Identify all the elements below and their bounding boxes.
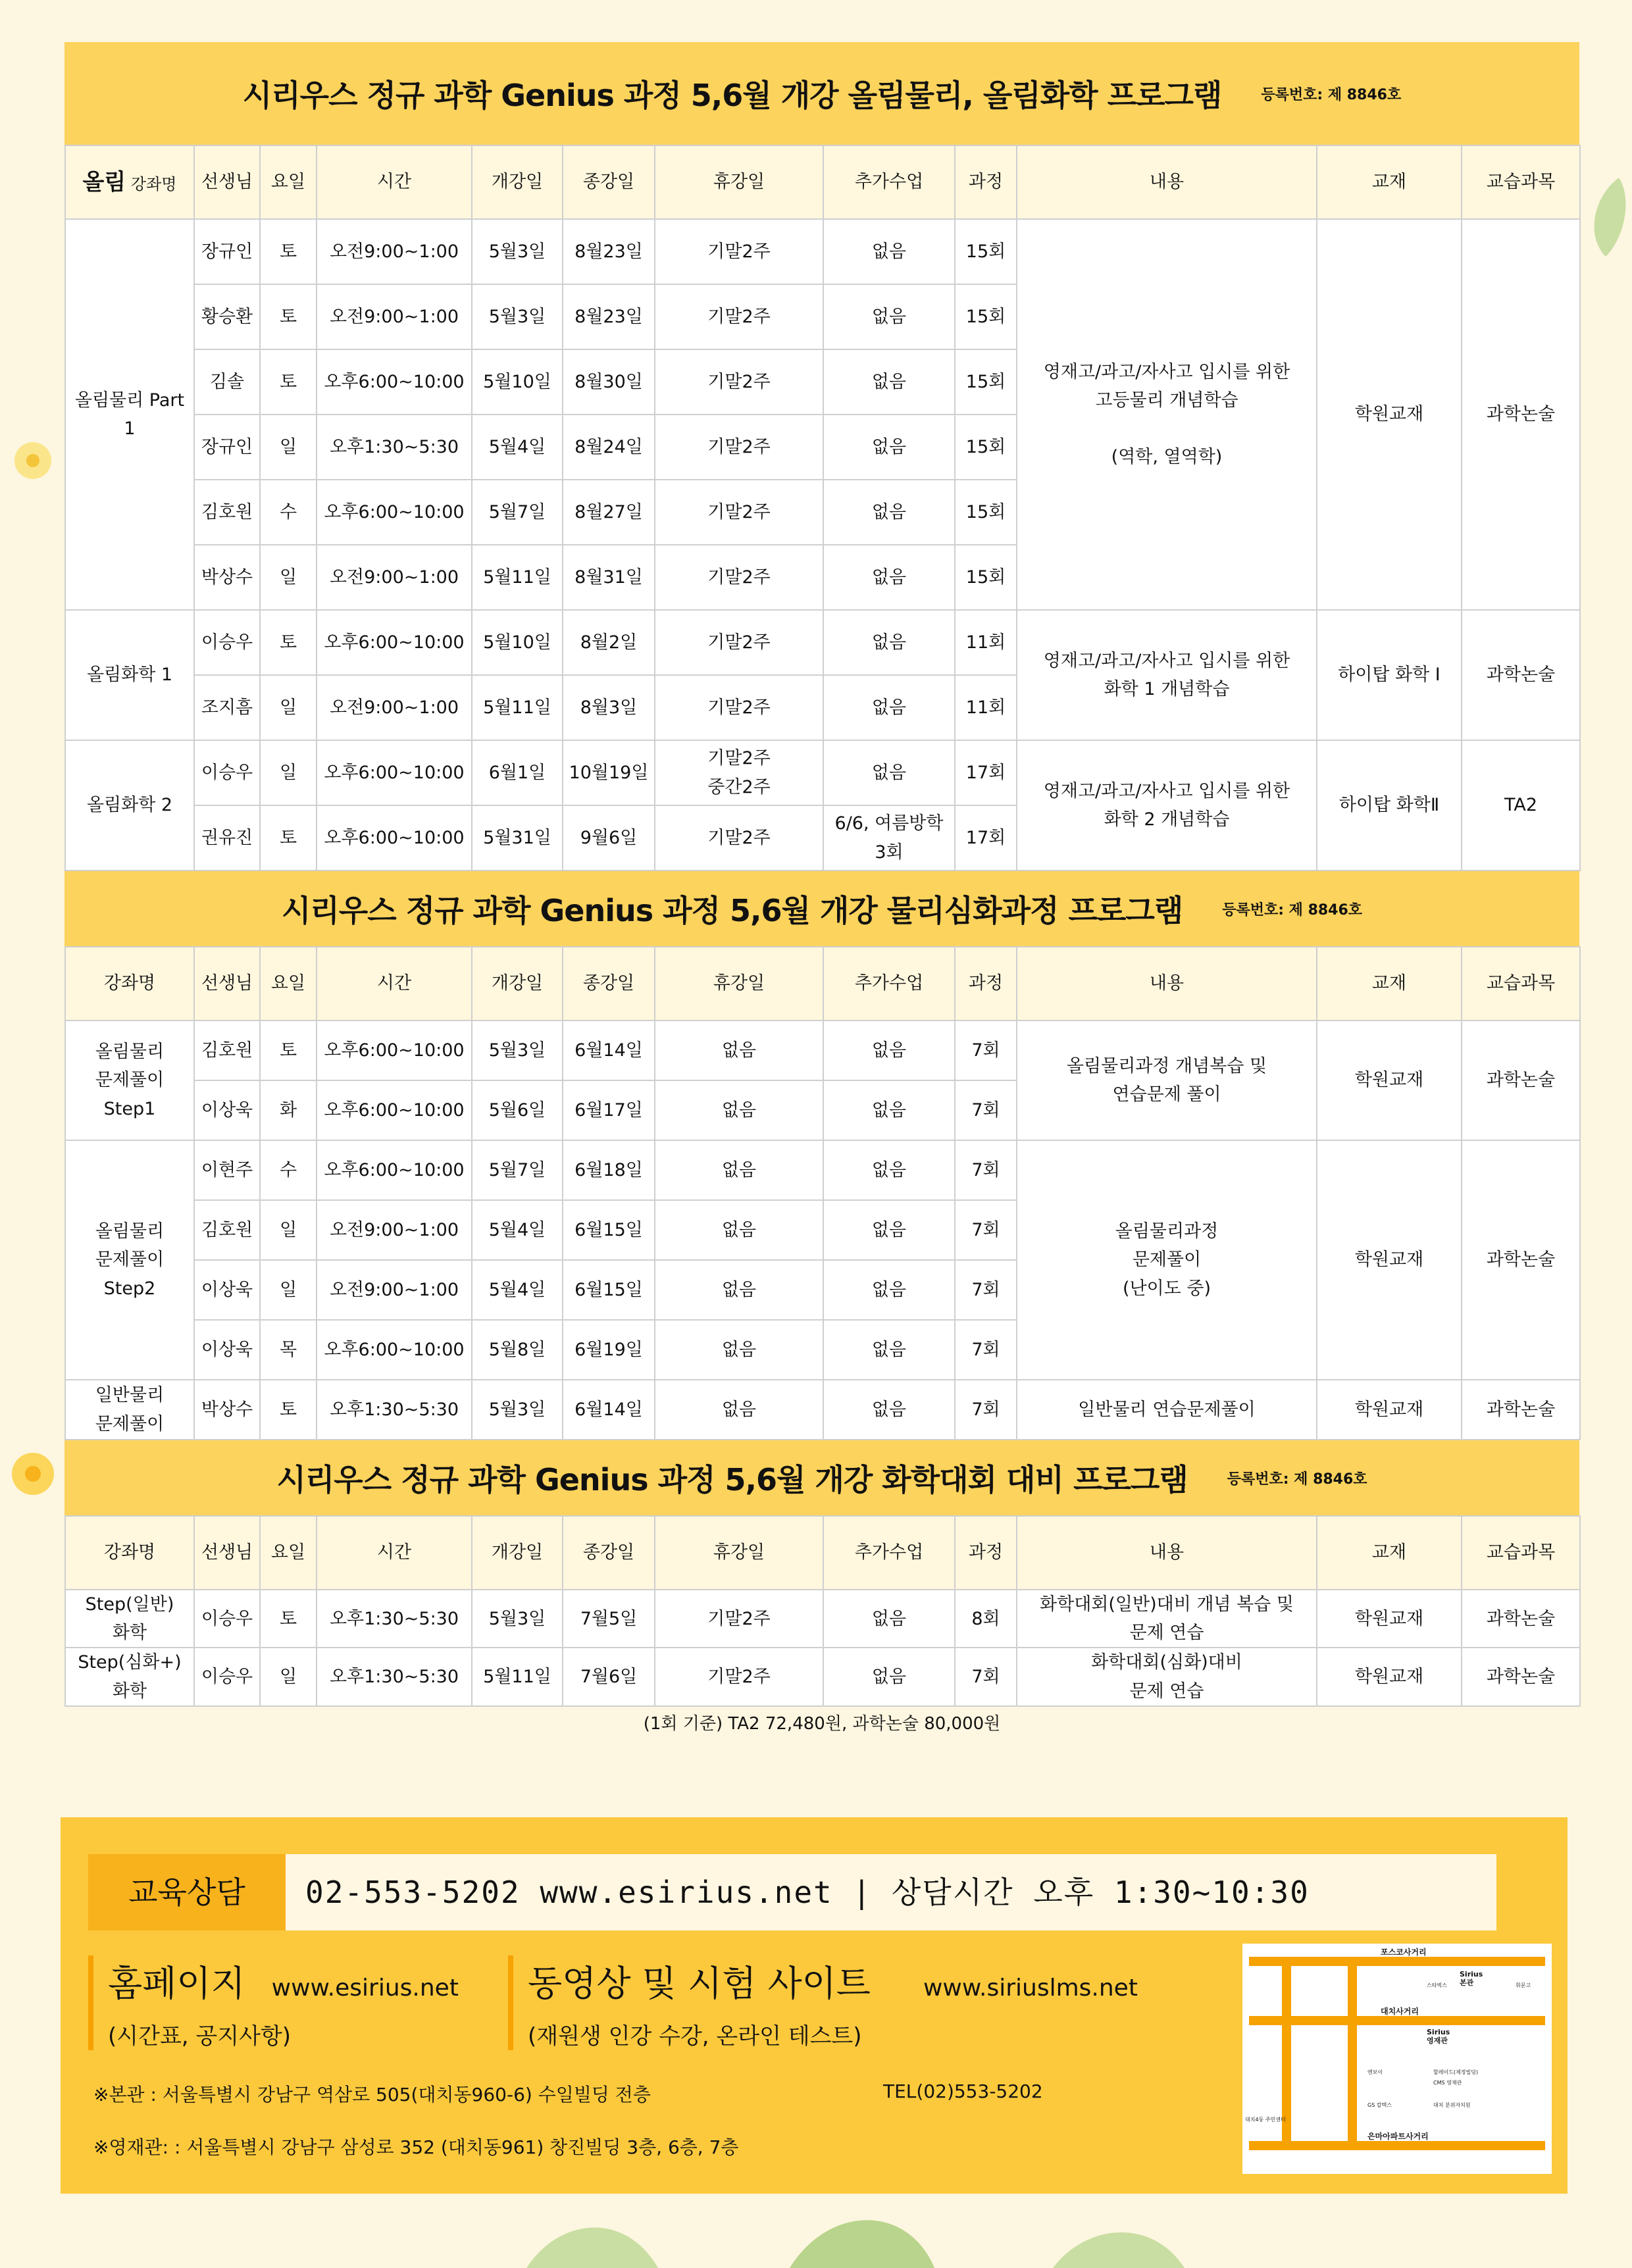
- table-cell: 화: [260, 1080, 317, 1140]
- table-cell: 조지흠: [194, 675, 260, 740]
- table-cell: 기말2주 중간2주: [655, 740, 823, 805]
- leaf-decoration-bottom: [461, 2191, 1250, 2268]
- table-cell: 권유진: [194, 805, 260, 870]
- table-cell: 7월6일: [563, 1648, 655, 1705]
- table-header-cell: 요일: [260, 1516, 317, 1590]
- table-cell: 없음: [655, 1080, 823, 1140]
- map-sub-label: GS 칼텍스: [1367, 2102, 1392, 2108]
- table-cell: 오후1:30~5:30: [317, 1590, 472, 1648]
- header-olim-label: 올림: [82, 168, 126, 195]
- table-cell: 박상수: [194, 545, 260, 610]
- table-cell: 5월4일: [472, 415, 563, 480]
- table-header-cell: 휴강일: [655, 947, 823, 1021]
- table-cell: 8월23일: [563, 284, 655, 349]
- table-cell: 5월3일: [472, 1590, 563, 1648]
- textbook-cell: 학원교재: [1317, 1380, 1462, 1440]
- section-title: 시리우스 정규 과학 Genius 과정 5,6월 개강 물리심화과정 프로그램: [281, 893, 1183, 928]
- map-label-posco: 포스코사거리: [1381, 1948, 1427, 1957]
- table-cell: 15회: [955, 349, 1017, 415]
- table-cell: 토: [260, 1590, 317, 1648]
- table-cell: 없음: [655, 1380, 823, 1440]
- table-cell: 6월14일: [563, 1021, 655, 1080]
- table-cell: 오후6:00~10:00: [317, 1080, 472, 1140]
- table-row: [65, 610, 1580, 675]
- map-sub-label: 엔보이: [1367, 2069, 1383, 2075]
- homepage-title: 홈페이지: [108, 1963, 245, 2004]
- table-header-cell: 과정: [955, 947, 1017, 1021]
- map-label-sirius-annex: Sirius 영재관: [1427, 2028, 1450, 2045]
- content-cell: 영재고/과고/자사고 입시를 위한 화학 1 개념학습: [1017, 610, 1317, 740]
- table-row: [65, 1140, 1580, 1200]
- table-cell: 8월2일: [563, 610, 655, 675]
- table-cell: 기말2주: [655, 349, 823, 415]
- table-header-cell: 교재: [1317, 145, 1462, 219]
- table-cell: 김호원: [194, 1021, 260, 1080]
- table-cell: 없음: [823, 1260, 955, 1320]
- table-header-cell: 종강일: [563, 947, 655, 1021]
- section-title: 시리우스 정규 과학 Genius 과정 5,6월 개강 화학대회 대비 프로그램: [276, 1462, 1188, 1498]
- table-cell: 토: [260, 1021, 317, 1080]
- registration-number: 등록번호: 제 8846호: [1261, 86, 1402, 103]
- content-cell: 올림물리과정 개념복습 및 연습문제 풀이: [1017, 1021, 1317, 1140]
- table-cell: 기말2주: [655, 545, 823, 610]
- table-cell: 일: [260, 740, 317, 805]
- table-cell: 7회: [955, 1648, 1017, 1705]
- table-cell: 이상욱: [194, 1080, 260, 1140]
- table-cell: 15회: [955, 480, 1017, 545]
- table-cell: 11회: [955, 675, 1017, 740]
- subject-cell: 과학논술: [1462, 1380, 1580, 1440]
- table-cell: 일: [260, 1648, 317, 1705]
- subject-cell: 과학논술: [1462, 1021, 1580, 1140]
- map-sub-label: CMS 영재관: [1433, 2080, 1462, 2086]
- content-cell: 화학대회(일반)대비 개념 복습 및 문제 연습: [1017, 1590, 1317, 1648]
- table-header-cell: 교재: [1317, 1516, 1462, 1590]
- table-cell: 7회: [955, 1380, 1017, 1440]
- table-header-cell: 휴강일: [655, 1516, 823, 1590]
- table-cell: 5월10일: [472, 610, 563, 675]
- table-cell: 일: [260, 1260, 317, 1320]
- course-name-cell: Step(일반) 화학: [65, 1590, 194, 1648]
- table-cell: 6월19일: [563, 1320, 655, 1380]
- table-cell: 없음: [823, 415, 955, 480]
- table-header-cell: 추가수업: [823, 947, 955, 1021]
- table-header-cell: 선생님: [194, 1516, 260, 1590]
- table-row: [65, 1648, 1580, 1705]
- table-header-cell: 선생님: [194, 145, 260, 219]
- textbook-cell: 학원교재: [1317, 1590, 1462, 1648]
- table-cell: 오전9:00~1:00: [317, 1260, 472, 1320]
- price-note: (1회 기준) TA2 72,480원, 과학논술 80,000원: [643, 1713, 1001, 1734]
- course-name-cell: 올림물리 문제풀이 Step2: [65, 1140, 194, 1380]
- table-cell: 이승우: [194, 1590, 260, 1648]
- table-header-cell: 과정: [955, 1516, 1017, 1590]
- table-cell: 오전9:00~1:00: [317, 545, 472, 610]
- table-cell: 기말2주: [655, 610, 823, 675]
- table-cell: 7회: [955, 1260, 1017, 1320]
- section-banner-2: [64, 871, 1579, 946]
- table-header-cell: 교습과목: [1462, 1516, 1580, 1590]
- registration-number: 등록번호: 제 8846호: [1222, 901, 1363, 919]
- table-cell: 8월23일: [563, 219, 655, 284]
- table-row: [65, 219, 1580, 284]
- homepage-block: [88, 1955, 459, 2050]
- flower-decoration-left-lower: [0, 1434, 64, 1513]
- table-cell: 오후6:00~10:00: [317, 1021, 472, 1080]
- table-cell: 오전9:00~1:00: [317, 284, 472, 349]
- table-cell: 15회: [955, 415, 1017, 480]
- content-cell: 올림물리과정 문제풀이 (난이도 중): [1017, 1140, 1317, 1380]
- table-cell: 없음: [823, 1380, 955, 1440]
- table-cell: 기말2주: [655, 480, 823, 545]
- table-cell: 없음: [655, 1021, 823, 1080]
- table-header-row: [65, 145, 1580, 219]
- table-cell: 7회: [955, 1200, 1017, 1260]
- table-header-cell: 내용: [1017, 1516, 1317, 1590]
- table-header-cell: 시간: [317, 1516, 472, 1590]
- video-site-sub: (재원생 인강 수강, 온라인 테스트): [528, 2023, 862, 2050]
- table-cell: 없음: [655, 1260, 823, 1320]
- textbook-cell: 하이탑 화학 Ⅰ: [1317, 610, 1462, 740]
- table-cell: 없음: [655, 1140, 823, 1200]
- table-cell: 기말2주: [655, 415, 823, 480]
- table-cell: 7회: [955, 1320, 1017, 1380]
- table-cell: 없음: [655, 1200, 823, 1260]
- table-cell: 오전9:00~1:00: [317, 219, 472, 284]
- table-cell: 일: [260, 675, 317, 740]
- table-cell: 없음: [823, 1080, 955, 1140]
- course-name-cell: 일반물리 문제풀이: [65, 1380, 194, 1440]
- table-cell: 6월15일: [563, 1200, 655, 1260]
- table-header-row: [65, 1516, 1580, 1590]
- table-cell: 오후6:00~10:00: [317, 480, 472, 545]
- table-cell: 5월8일: [472, 1320, 563, 1380]
- video-site-title: 동영상 및 시험 사이트: [528, 1963, 871, 2004]
- table-cell: 이승우: [194, 1648, 260, 1705]
- table-cell: 오후6:00~10:00: [317, 610, 472, 675]
- map-sub-label: 대치4동 주민센터: [1245, 2117, 1286, 2123]
- table-cell: 6월17일: [563, 1080, 655, 1140]
- section-banner-1: [64, 42, 1579, 145]
- map-label-eunma: 은마아파트사거리: [1367, 2132, 1429, 2141]
- table-cell: 이현주: [194, 1140, 260, 1200]
- map-label-daechi: 대치사거리: [1381, 2007, 1419, 2016]
- table-header-cell: 내용: [1017, 145, 1317, 219]
- table-cell: 15회: [955, 545, 1017, 610]
- table-cell: 토: [260, 1380, 317, 1440]
- table-header-cell: 종강일: [563, 145, 655, 219]
- section-title: 시리우스 정규 과학 Genius 과정 5,6월 개강 올림물리, 올림화학 프로그램: [242, 78, 1222, 113]
- table-cell: 이상욱: [194, 1260, 260, 1320]
- table-cell: 장규인: [194, 415, 260, 480]
- video-site-block: [508, 1955, 1138, 2050]
- table-cell: 오후6:00~10:00: [317, 349, 472, 415]
- table-header-cell: 교습과목: [1462, 145, 1580, 219]
- table-cell: 7월5일: [563, 1590, 655, 1648]
- table-header-cell: 개강일: [472, 947, 563, 1021]
- textbook-cell: 하이탑 화학Ⅱ: [1317, 740, 1462, 870]
- content-cell: 영재고/과고/자사고 입시를 위한 화학 2 개념학습: [1017, 740, 1317, 870]
- table-header-cell: 종강일: [563, 1516, 655, 1590]
- table-cell: 없음: [823, 219, 955, 284]
- course-name-cell: 올림물리 Part 1: [65, 219, 194, 610]
- table-cell: 5월7일: [472, 480, 563, 545]
- table-cell: 5월11일: [472, 1648, 563, 1705]
- table-cell: 김호원: [194, 480, 260, 545]
- textbook-cell: 학원교재: [1317, 1648, 1462, 1705]
- table-cell: 없음: [823, 675, 955, 740]
- table-cell: 5월3일: [472, 1380, 563, 1440]
- table-header-cell: 시간: [317, 145, 472, 219]
- map-sub-label: 대치 분위자치원: [1433, 2102, 1471, 2108]
- table-cell: 기말2주: [655, 1590, 823, 1648]
- table-header-cell: 교재: [1317, 947, 1462, 1021]
- map-sub-label: 할레이드(제정빌딩): [1433, 2069, 1479, 2075]
- map-label-sirius-main: Sirius 본관: [1460, 1970, 1483, 1987]
- subject-cell: 과학논술: [1462, 1648, 1580, 1705]
- content-cell: 화학대회(심화)대비 문제 연습: [1017, 1648, 1317, 1705]
- homepage-url[interactable]: www.esirius.net: [271, 1975, 459, 2002]
- schedule-table-2: [64, 946, 1581, 1440]
- table-cell: 8월31일: [563, 545, 655, 610]
- table-cell: 이승우: [194, 740, 260, 805]
- table-cell: 5월3일: [472, 1021, 563, 1080]
- table-header-cell: 강좌명: [65, 1516, 194, 1590]
- table-cell: 5월6일: [472, 1080, 563, 1140]
- table-cell: 황승환: [194, 284, 260, 349]
- subject-cell: 과학논술: [1462, 1140, 1580, 1380]
- table-cell: 7회: [955, 1021, 1017, 1080]
- table-cell: 10월19일: [563, 740, 655, 805]
- consult-label: 교육상담: [88, 1854, 286, 1930]
- table-header-row: [65, 947, 1580, 1021]
- table-cell: 일: [260, 415, 317, 480]
- table-cell: 목: [260, 1320, 317, 1380]
- subject-cell: 과학논술: [1462, 1590, 1580, 1648]
- table-cell: 8회: [955, 1590, 1017, 1648]
- table-header-cell: 추가수업: [823, 1516, 955, 1590]
- table-cell: 김솔: [194, 349, 260, 415]
- table-cell: 없음: [823, 610, 955, 675]
- table-cell: 수: [260, 1140, 317, 1200]
- registration-number: 등록번호: 제 8846호: [1227, 1471, 1367, 1488]
- table-cell: 오후1:30~5:30: [317, 1648, 472, 1705]
- table-cell: 5월31일: [472, 805, 563, 870]
- homepage-sub: (시간표, 공지사항): [108, 2023, 292, 2050]
- location-map: [1242, 1944, 1552, 2174]
- table-cell: 8월24일: [563, 415, 655, 480]
- textbook-cell: 학원교재: [1317, 219, 1462, 610]
- subject-cell: 과학논술: [1462, 219, 1580, 610]
- table-cell: 오후6:00~10:00: [317, 1140, 472, 1200]
- table-cell: 오전9:00~1:00: [317, 1200, 472, 1260]
- header-course-label: 강좌명: [126, 174, 177, 193]
- textbook-cell: 학원교재: [1317, 1021, 1462, 1140]
- table-cell: 수: [260, 480, 317, 545]
- consult-value: 02-553-5202 www.esirius.net | 상담시간 오후 1:30~10:30: [305, 1875, 1310, 1910]
- table-cell: 9월6일: [563, 805, 655, 870]
- table-cell: 토: [260, 219, 317, 284]
- table-cell: 7회: [955, 1140, 1017, 1200]
- subject-cell: 과학논술: [1462, 610, 1580, 740]
- table-header-cell: 요일: [260, 145, 317, 219]
- table-cell: 6월15일: [563, 1260, 655, 1320]
- table-cell: 없음: [823, 740, 955, 805]
- table-header-cell: 추가수업: [823, 145, 955, 219]
- table-header-cell: 선생님: [194, 947, 260, 1021]
- table-header-cell: 과정: [955, 145, 1017, 219]
- schedule-sheet: [64, 42, 1579, 1741]
- table-cell: 오후6:00~10:00: [317, 740, 472, 805]
- table-cell: 기말2주: [655, 1648, 823, 1705]
- table-cell: 6/6, 여름방학 3회: [823, 805, 955, 870]
- table-cell: 토: [260, 349, 317, 415]
- table-cell: 8월3일: [563, 675, 655, 740]
- table-header-cell: 개강일: [472, 1516, 563, 1590]
- table-cell: 박상수: [194, 1380, 260, 1440]
- table-cell: 5월3일: [472, 284, 563, 349]
- table-cell: 6월14일: [563, 1380, 655, 1440]
- table-cell: 없음: [823, 1320, 955, 1380]
- video-site-url[interactable]: www.siriuslms.net: [923, 1975, 1138, 2002]
- table-cell: 5월4일: [472, 1200, 563, 1260]
- table-cell: 없음: [823, 1590, 955, 1648]
- table-cell: 김호원: [194, 1200, 260, 1260]
- table-cell: 일: [260, 545, 317, 610]
- table-cell: 장규인: [194, 219, 260, 284]
- table-cell: 5월3일: [472, 219, 563, 284]
- address-main: ※본관 : 서울특별시 강남구 역삼로 505(대치동960-6) 수일빌딩 전층: [93, 2084, 651, 2105]
- table-cell: 없음: [823, 1200, 955, 1260]
- table-cell: 기말2주: [655, 805, 823, 870]
- table-header-cell: 휴강일: [655, 145, 823, 219]
- leaf-decoration-right: [1579, 171, 1632, 263]
- table-cell: 오후6:00~10:00: [317, 805, 472, 870]
- table-cell: 11회: [955, 610, 1017, 675]
- course-name-cell: 올림물리 문제풀이 Step1: [65, 1021, 194, 1140]
- textbook-cell: 학원교재: [1317, 1140, 1462, 1380]
- section-banner-3: [64, 1440, 1579, 1515]
- table-cell: 없음: [823, 1021, 955, 1080]
- course-name-cell: 올림화학 2: [65, 740, 194, 870]
- schedule-table-3: [64, 1515, 1581, 1707]
- table-cell: 기말2주: [655, 219, 823, 284]
- table-cell: 없음: [655, 1320, 823, 1380]
- map-sub-label: 휘문고: [1516, 1982, 1531, 1988]
- table-cell: 15회: [955, 219, 1017, 284]
- flower-decoration-left: [0, 421, 64, 500]
- table-cell: 8월27일: [563, 480, 655, 545]
- table-cell: 오후1:30~5:30: [317, 1380, 472, 1440]
- table-header-cell: 교습과목: [1462, 947, 1580, 1021]
- map-sub-label: 스타벅스: [1427, 1982, 1447, 1988]
- table-cell: 없음: [823, 284, 955, 349]
- table-cell: 17회: [955, 805, 1017, 870]
- table-cell: 없음: [823, 349, 955, 415]
- table-row: [65, 1380, 1580, 1440]
- table-row: [65, 1590, 1580, 1648]
- table-header-cell: 요일: [260, 947, 317, 1021]
- table-header-cell: 내용: [1017, 947, 1317, 1021]
- table-cell: 5월11일: [472, 545, 563, 610]
- table-cell: 토: [260, 610, 317, 675]
- table-cell: 이상욱: [194, 1320, 260, 1380]
- table-header-cell: 강좌명: [65, 947, 194, 1021]
- table-cell: 이승우: [194, 610, 260, 675]
- table-cell: 8월30일: [563, 349, 655, 415]
- table-cell: 토: [260, 284, 317, 349]
- header-course-name: [65, 145, 194, 219]
- table-header-cell: 시간: [317, 947, 472, 1021]
- address-annex: ※영재관: : 서울특별시 강남구 삼성로 352 (대치동961) 창진빌딩 3층, 6층, 7층: [93, 2136, 739, 2158]
- table-cell: 일: [260, 1200, 317, 1260]
- course-name-cell: 올림화학 1: [65, 610, 194, 740]
- table-cell: 7회: [955, 1080, 1017, 1140]
- table-cell: 6월18일: [563, 1140, 655, 1200]
- table-cell: 기말2주: [655, 284, 823, 349]
- table-row: [65, 1021, 1580, 1080]
- table-cell: 17회: [955, 740, 1017, 805]
- footer-panel: [61, 1817, 1568, 2194]
- schedule-table-1: [64, 145, 1581, 871]
- content-cell: 영재고/과고/자사고 입시를 위한 고등물리 개념학습 (역학, 열역학): [1017, 219, 1317, 610]
- table-row: [65, 740, 1580, 805]
- table-cell: 토: [260, 805, 317, 870]
- table-cell: 5월4일: [472, 1260, 563, 1320]
- table-cell: 없음: [823, 1140, 955, 1200]
- table-header-cell: 개강일: [472, 145, 563, 219]
- table-cell: 오후1:30~5:30: [317, 415, 472, 480]
- subject-cell: TA2: [1462, 740, 1580, 870]
- table-cell: 15회: [955, 284, 1017, 349]
- table-cell: 없음: [823, 545, 955, 610]
- table-cell: 없음: [823, 1648, 955, 1705]
- tel-number: TEL(02)553-5202: [883, 2080, 1043, 2102]
- table-cell: 6월1일: [472, 740, 563, 805]
- consult-bar: [88, 1854, 1496, 1930]
- table-cell: 기말2주: [655, 675, 823, 740]
- course-name-cell: Step(심화+) 화학: [65, 1648, 194, 1705]
- content-cell: 일반물리 연습문제풀이: [1017, 1380, 1317, 1440]
- table-cell: 5월7일: [472, 1140, 563, 1200]
- table-cell: 없음: [823, 480, 955, 545]
- table-cell: 5월11일: [472, 675, 563, 740]
- table-cell: 오후6:00~10:00: [317, 1320, 472, 1380]
- table-cell: 5월10일: [472, 349, 563, 415]
- table-cell: 오전9:00~1:00: [317, 675, 472, 740]
